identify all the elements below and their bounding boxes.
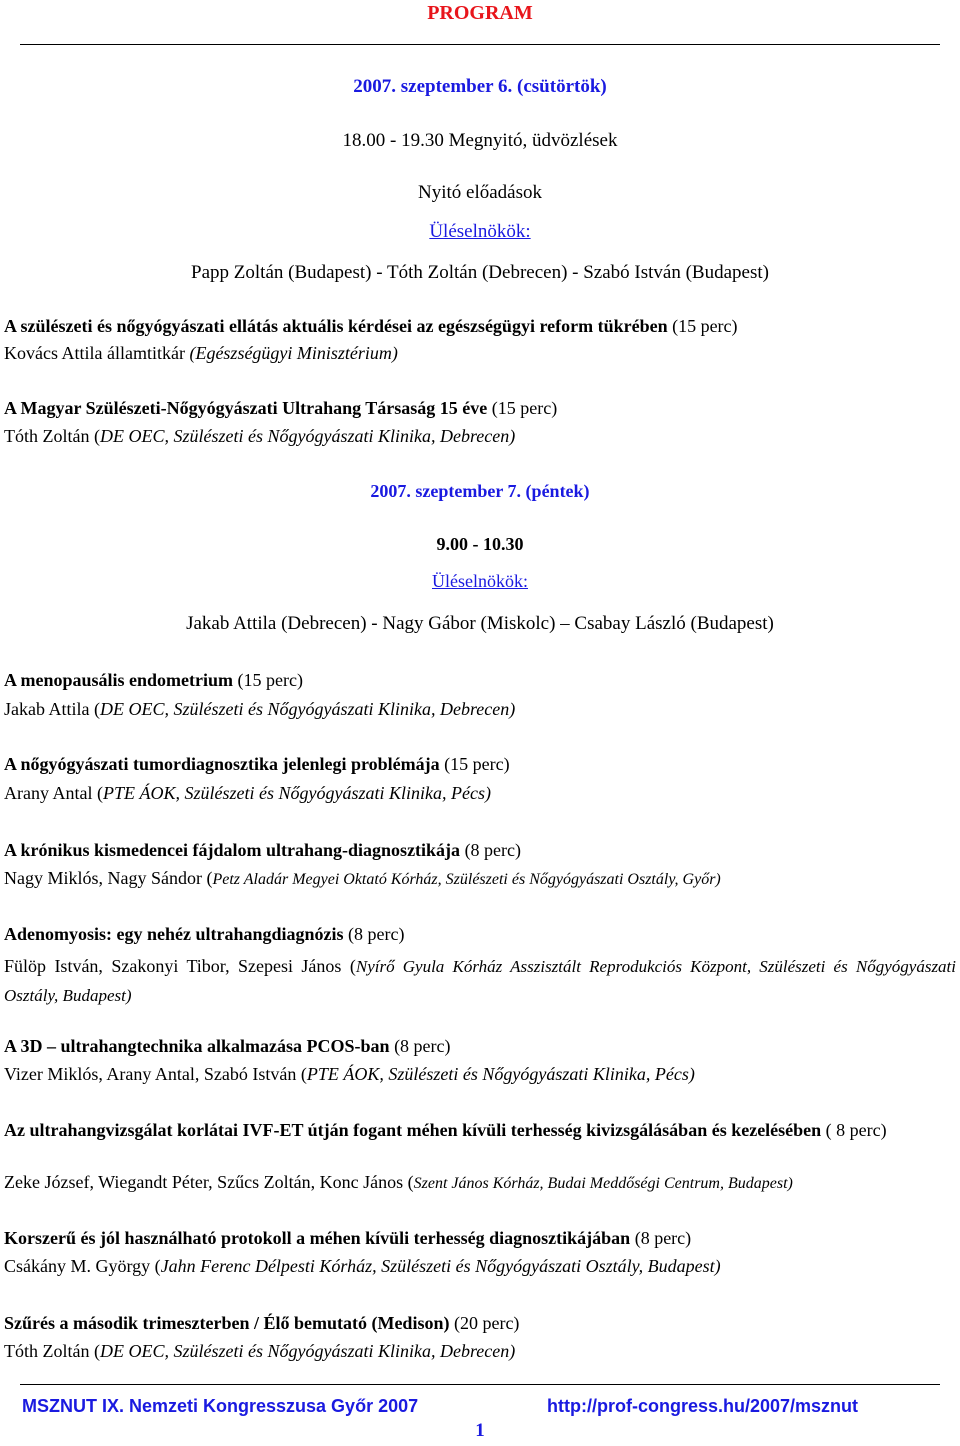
talk-speaker: Kovács Attila államtitkár	[4, 343, 190, 363]
talk-duration: (8 perc)	[343, 924, 405, 944]
talk-title: A nőgyógyászati tumordiagnosztika jelenlegi problémája	[4, 754, 440, 774]
talk-title-line	[4, 1228, 691, 1249]
talk-speaker-line	[4, 426, 515, 447]
talk-title: Szűrés a második trimeszterben / Élő bemutató (Medison)	[4, 1313, 450, 1333]
talk-title: Korszerű és jól használható protokoll a méhen kívüli terhesség diagnosztikájában	[4, 1228, 631, 1248]
talk-title: A Magyar Szülészeti-Nőgyógyászati Ultrahang Társaság 15 éve	[4, 398, 488, 418]
talk-title-line	[4, 1313, 519, 1334]
talk-affiliation: PTE ÁOK, Szülészeti és Nőgyógyászati Klinika, Pécs)	[102, 783, 491, 803]
talk-duration: (15 perc)	[487, 398, 558, 418]
talk-title: A krónikus kismedencei fájdalom ultrahang-diagnosztikája	[4, 840, 461, 860]
talk-title-line	[4, 316, 738, 337]
footer-url: http://prof-congress.hu/2007/msznut	[547, 1396, 859, 1416]
page-number: 1	[475, 1420, 485, 1441]
day2-chairs-label: Üléselnökök:	[432, 571, 528, 591]
talk-duration: (20 perc)	[449, 1313, 520, 1333]
day1-time-slot: 18.00 - 19.30 Megnyitó, üdvözlések	[342, 130, 618, 151]
talk-affiliation: (Egészségügyi Minisztérium)	[189, 343, 398, 363]
talk-speaker-line	[4, 1172, 793, 1193]
talk-speaker-line	[4, 868, 721, 889]
talk-title-line	[4, 754, 510, 775]
day1-chairs-label: Üléselnökök:	[429, 221, 531, 242]
talk-duration: (15 perc)	[667, 316, 738, 336]
talk-title-line	[4, 924, 405, 945]
talk-affiliation: DE OEC, Szülészeti és Nőgyógyászati Klinika, Debrecen)	[99, 1341, 516, 1361]
talk-duration: (8 perc)	[460, 840, 522, 860]
day1-chairs: Papp Zoltán (Budapest) - Tóth Zoltán (Debrecen) - Szabó István (Budapest)	[191, 262, 769, 283]
talk-affiliation: DE OEC, Szülészeti és Nőgyógyászati Klinika, Debrecen)	[99, 426, 516, 446]
talk-title-line	[4, 840, 521, 861]
talk-title-line	[4, 670, 303, 691]
talk-speaker-line	[4, 1341, 515, 1362]
talk-title-line	[4, 1036, 451, 1057]
day1-subtitle: Nyitó előadások	[417, 182, 542, 203]
header-divider	[20, 44, 940, 45]
talk-speaker-line	[4, 1256, 721, 1277]
talk-title: Adenomyosis: egy nehéz ultrahangdiagnózis	[4, 924, 344, 944]
talk-speaker: Zeke József, Wiegandt Péter, Szűcs Zoltán, Konc János (	[4, 1172, 414, 1192]
talk-duration: (8 perc)	[630, 1228, 692, 1248]
footer-divider	[20, 1384, 940, 1385]
day2-chairs: Jakab Attila (Debrecen) - Nagy Gábor (Miskolc) – Csabay László (Budapest)	[186, 613, 774, 634]
talk-speaker: Nagy Miklós, Nagy Sándor (	[4, 868, 213, 888]
talk-title: A szülészeti és nőgyógyászati ellátás aktuális kérdései az egészségügyi reform tükrében	[4, 316, 668, 336]
talk-duration: (8 perc)	[389, 1036, 451, 1056]
talk-speaker: Tóth Zoltán (	[4, 426, 100, 446]
talk-title: Az ultrahangvizsgálat korlátai IVF-ET útján fogant méhen kívüli terhesség kivizsgálásában és kezelésében	[4, 1120, 822, 1140]
talk-duration: (15 perc)	[439, 754, 510, 774]
talk-affiliation: Jahn Ferenc Délpesti Kórház, Szülészeti és Nőgyógyászati Osztály, Budapest)	[160, 1256, 721, 1276]
talk-affiliation: Nyírő Gyula Kórház Asszisztált Reprodukciós Központ, Szülészeti és Nőgyógyászati Osztály, Budapest)	[4, 957, 957, 1005]
talk-affiliation: PTE ÁOK, Szülészeti és Nőgyógyászati Klinika, Pécs)	[306, 1064, 695, 1084]
talk-speaker: Arany Antal (	[4, 783, 103, 803]
talk-affiliation: DE OEC, Szülészeti és Nőgyógyászati Klinika, Debrecen)	[99, 699, 516, 719]
talk-title-line	[4, 1116, 956, 1144]
talk-affiliation: Szent János Kórház, Budai Meddőségi Centrum, Budapest)	[413, 1175, 793, 1192]
talk-speaker: Vizer Miklós, Arany Antal, Szabó István (	[4, 1064, 307, 1084]
talk-title-line	[4, 398, 557, 419]
page-title: PROGRAM	[427, 2, 533, 24]
talk-speaker: Jakab Attila (	[4, 699, 100, 719]
footer-congress: MSZNUT IX. Nemzeti Kongresszusa Győr 2007	[22, 1396, 419, 1416]
talk-duration: (15 perc)	[233, 670, 303, 690]
talk-speaker-line	[4, 343, 398, 364]
talk-speaker-line	[4, 783, 491, 804]
talk-affiliation: Petz Aladár Megyei Oktató Kórház, Szülészeti és Nőgyógyászati Osztály, Győr)	[212, 871, 721, 888]
talk-title: A 3D – ultrahangtechnika alkalmazása PCOS-ban	[4, 1036, 390, 1056]
talk-title: A menopausális endometrium	[4, 670, 234, 690]
day1-date: 2007. szeptember 6. (csütörtök)	[353, 76, 607, 97]
day2-time-slot: 9.00 - 10.30	[436, 534, 524, 554]
talk-speaker: Tóth Zoltán (	[4, 1341, 100, 1361]
talk-speaker-line	[4, 1064, 695, 1085]
talk-speaker: Fülöp István, Szakonyi Tibor, Szepesi János (	[4, 956, 356, 976]
talk-speaker-line	[4, 952, 956, 1010]
talk-speaker: Csákány M. György (	[4, 1256, 161, 1276]
talk-speaker-line	[4, 699, 515, 720]
talk-duration: ( 8 perc)	[821, 1120, 887, 1140]
day2-date: 2007. szeptember 7. (péntek)	[370, 481, 590, 501]
